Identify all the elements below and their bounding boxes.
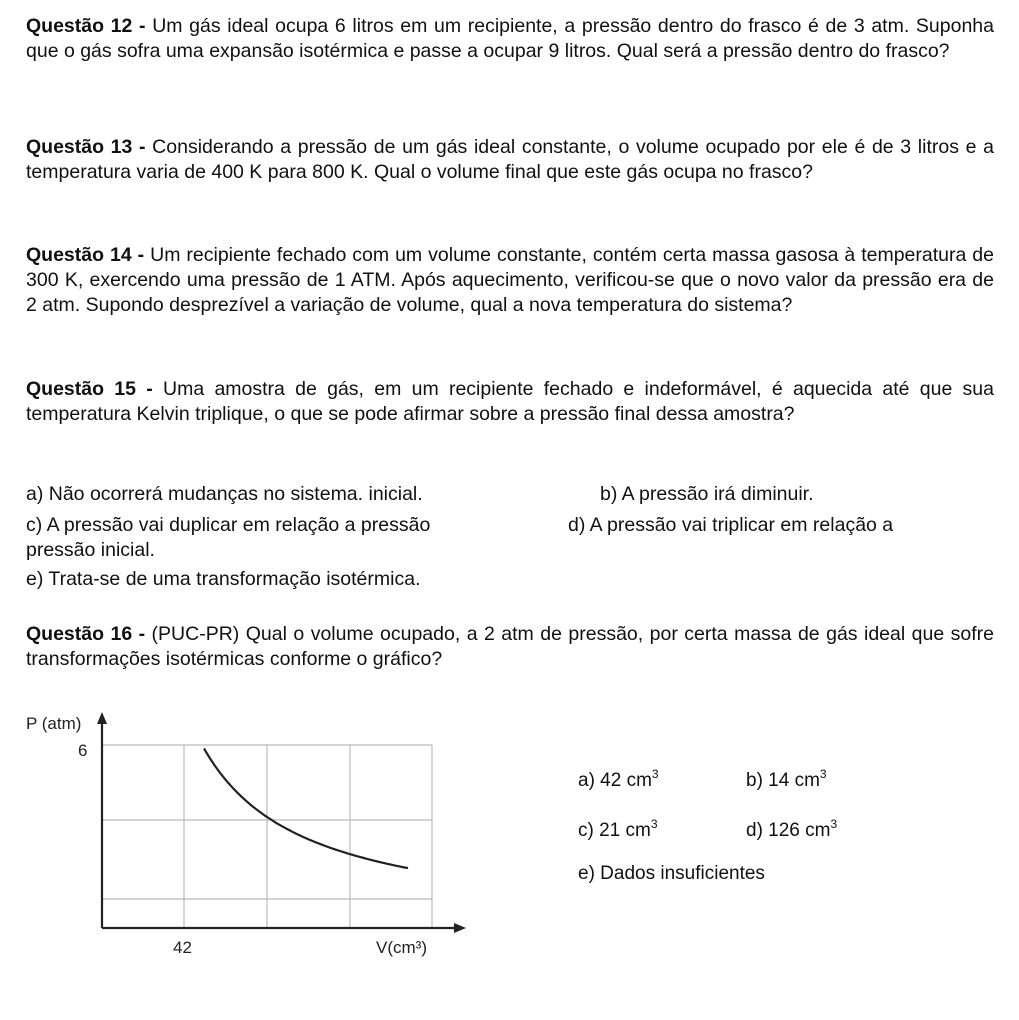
q16-option-e: e) Dados insuficientes [578,863,765,884]
q16-option-b-text: b) 14 cm [746,770,820,791]
q16-option-c [578,812,658,843]
q16-option-a-sup: 3 [651,767,659,781]
x-tick-label-42: 42 [173,938,192,957]
question-13-title: Questão 13 - [26,136,146,158]
y-axis-arrow [97,712,107,724]
question-14-title: Questão 14 - [26,244,145,266]
question-14-text: Um recipiente fechado com um volume constante, contém certa massa gasosa à temperatura de 300 K, exercendo uma pressão de 1 ATM. Após aquecimento, verificou-se que o novo valor da pressão era de 2 atm. Supondo desprezível a variação de volume, qual a nova temperatura do sistema? [26,244,994,316]
question-16-title: Questão 16 - [26,623,146,645]
question-15 [26,377,994,427]
x-axis-label: V(cm³) [376,938,427,957]
x-axis-arrow [454,923,466,933]
question-14 [26,243,994,318]
question-15-title: Questão 15 - [26,378,153,400]
q15-option-d: d) A pressão vai triplicar em relação a [568,514,894,536]
isotherm-chart [20,700,500,980]
q15-option-d-continued: pressão inicial. [26,539,155,561]
question-13 [26,135,994,185]
question-16-text: (PUC-PR) Qual o volume ocupado, a 2 atm de pressão, por certa massa de gás ideal que sofre transformações isotérmicas conforme o gráfico? [26,623,994,670]
q15-option-a: a) Não ocorrerá mudanças no sistema. inicial. [26,483,423,505]
q16-option-b [746,762,827,793]
q16-option-d [746,812,837,843]
q16-option-d-text: d) 126 cm [746,820,831,841]
question-13-text: Considerando a pressão de um gás ideal constante, o volume ocupado por ele é de 3 litros e a temperatura varia de 400 K para 800 K. Qual o volume final que este gás ocupa no frasco? [26,136,994,183]
q16-option-c-text: c) 21 cm [578,820,651,841]
question-12-title: Questão 12 - [26,15,146,37]
question-16 [26,622,994,672]
y-tick-label-6: 6 [78,741,88,760]
q16-option-a [578,762,659,793]
q16-option-d-sup: 3 [830,817,838,831]
isotherm-curve [204,748,408,868]
question-12-text: Um gás ideal ocupa 6 litros em um recipiente, a pressão dentro do frasco é de 3 atm. Suponha que o gás sofra uma expansão isotérmica e passe a ocupar 9 litros. Qual será a pressão dentro do frasco? [26,15,995,62]
q16-option-c-sup: 3 [650,817,658,831]
question-12 [26,14,994,64]
y-axis-label: P (atm) [26,714,82,733]
q16-option-a-text: a) 42 cm [578,770,652,791]
chart-grid [102,745,432,928]
question-15-text: Uma amostra de gás, em um recipiente fechado e indeformável, é aquecida até que sua temperatura Kelvin triplique, o que se pode afirmar sobre a pressão final dessa amostra? [26,378,995,425]
q15-option-b: b) A pressão irá diminuir. [600,483,814,505]
q15-option-c: c) A pressão vai duplicar em relação a pressão [26,514,431,536]
q15-option-e: e) Trata-se de uma transformação isotérmica. [26,568,421,590]
q16-option-b-sup: 3 [819,767,827,781]
